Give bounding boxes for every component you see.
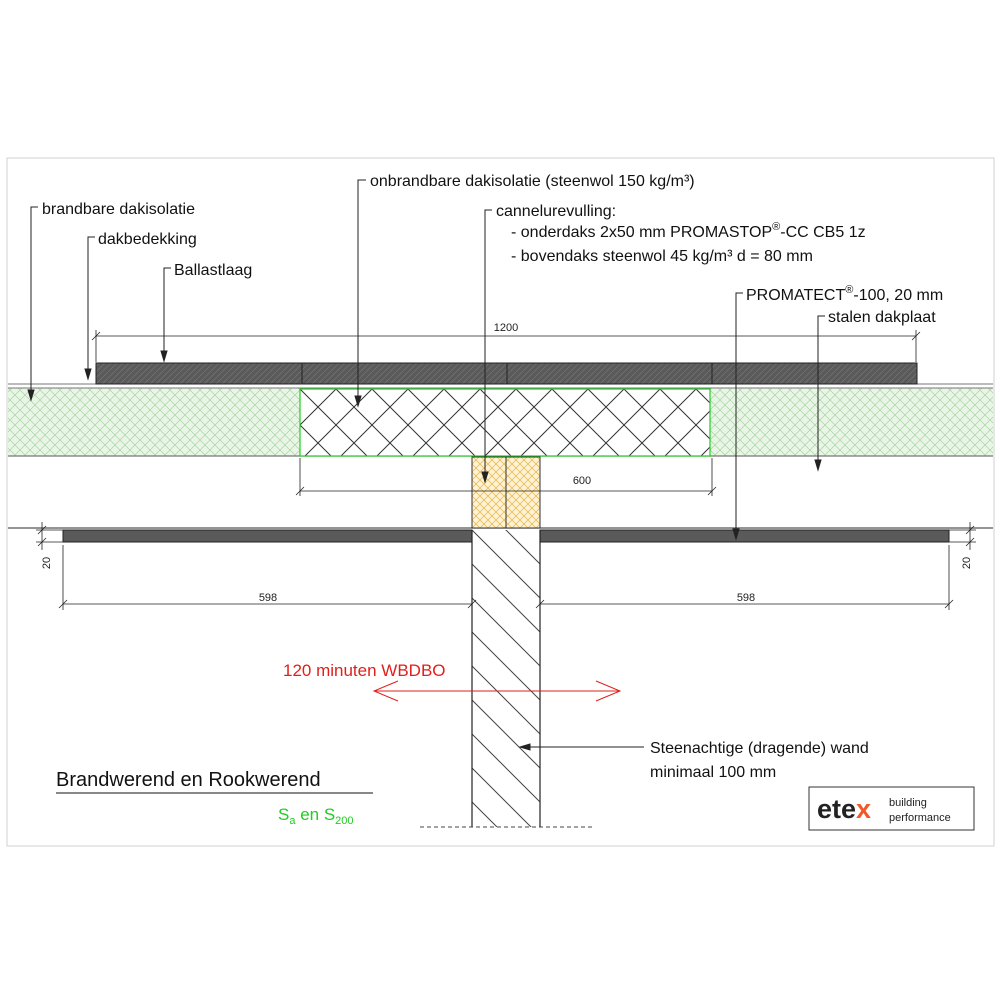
label-cannelure-below: - onderdaks 2x50 mm PROMASTOP®-CC CB5 1z [511, 221, 866, 241]
dim-598-left: 598 [258, 592, 278, 604]
label-wall-line2: minimaal 100 mm [650, 764, 777, 781]
label-cannelure-title: cannelurevulling: [496, 203, 617, 220]
label-combustible-insulation: brandbare dakisolatie [42, 201, 195, 218]
dim-20-left: 20 [41, 556, 53, 570]
fire-resistance-label: 120 minuten WBDBO [283, 661, 446, 680]
noncombustible-insulation-block [300, 389, 710, 456]
dim-1200: 1200 [493, 322, 519, 334]
drawing-title: Brandwerend en Rookwerend [56, 769, 321, 791]
label-wall-line1: Steenachtige (dragende) wand [650, 740, 869, 757]
dim-600: 600 [572, 475, 592, 487]
label-cannelure-above: - bovendaks steenwol 45 kg/m³ d = 80 mm [511, 248, 813, 265]
etex-logo-line1: building [889, 797, 927, 809]
label-roof-covering: dakbedekking [98, 231, 197, 248]
dim-20-right: 20 [961, 556, 973, 570]
dim-598-right: 598 [736, 592, 756, 604]
cannelure-filling [472, 457, 540, 528]
etex-logo [809, 787, 974, 830]
etex-logo-line2: performance [889, 812, 951, 824]
label-steel-deck: stalen dakplaat [828, 309, 936, 326]
ballast-slabs [96, 363, 917, 384]
smoke-classification: $S_a$ en $S_{200}$ [278, 805, 354, 827]
label-noncombustible-insulation: onbrandbare dakisolatie (steenwol 150 kg/m³) [370, 173, 695, 190]
label-ballast-layer: Ballastlaag [174, 262, 253, 279]
masonry-wall [420, 530, 592, 827]
etex-logo-brand: etex [817, 794, 872, 824]
label-promatect: PROMATECT®-100, 20 mm [746, 284, 944, 304]
